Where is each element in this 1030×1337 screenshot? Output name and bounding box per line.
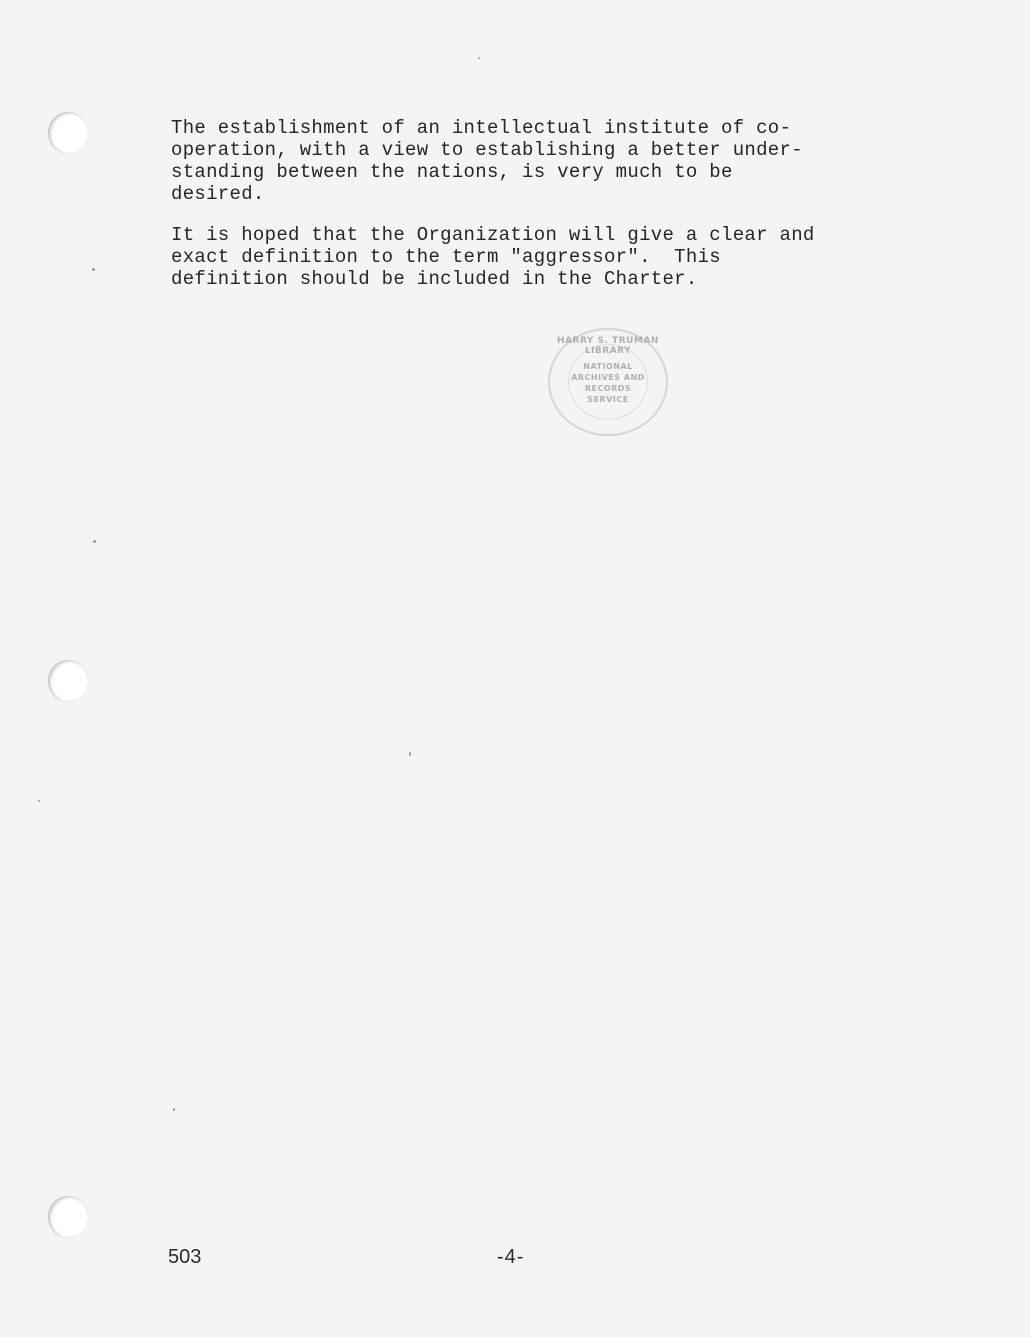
paragraph-aggressor: [171, 224, 815, 290]
document-number: 503: [168, 1246, 202, 1268]
punch-hole: [48, 1196, 88, 1238]
stamp-arc-text: HARRY S. TRUMAN LIBRARY: [557, 336, 659, 356]
text-line: definition should be included in the Charter.: [171, 268, 698, 290]
paper-speck: [38, 800, 40, 802]
archive-stamp: [548, 328, 668, 436]
text-line: exact definition to the term "aggressor". This: [171, 246, 721, 268]
paper-speck: [478, 57, 480, 59]
paragraph-institute: [171, 117, 803, 205]
stamp-text-line: SERVICE: [587, 395, 629, 404]
stamp-text-line: RECORDS: [584, 384, 632, 393]
text-line: operation, with a view to establishing a better under-: [171, 139, 803, 161]
text-line: The establishment of an intellectual institute of co-: [171, 117, 792, 139]
punch-hole: [48, 660, 88, 702]
paper-speck: [92, 268, 95, 271]
page-number: -4-: [497, 1246, 525, 1268]
text-line: It is hoped that the Organization will give a clear and: [171, 224, 815, 246]
text-line: desired.: [171, 183, 265, 205]
paper-speck: [173, 1108, 175, 1111]
stamp-text-line: NATIONAL: [583, 362, 633, 371]
paper-speck: [93, 540, 96, 543]
text-line: standing between the nations, is very much to be: [171, 161, 733, 183]
paper-speck: [409, 752, 411, 756]
stamp-text-line: ARCHIVES AND: [571, 373, 645, 382]
punch-hole: [48, 112, 88, 154]
